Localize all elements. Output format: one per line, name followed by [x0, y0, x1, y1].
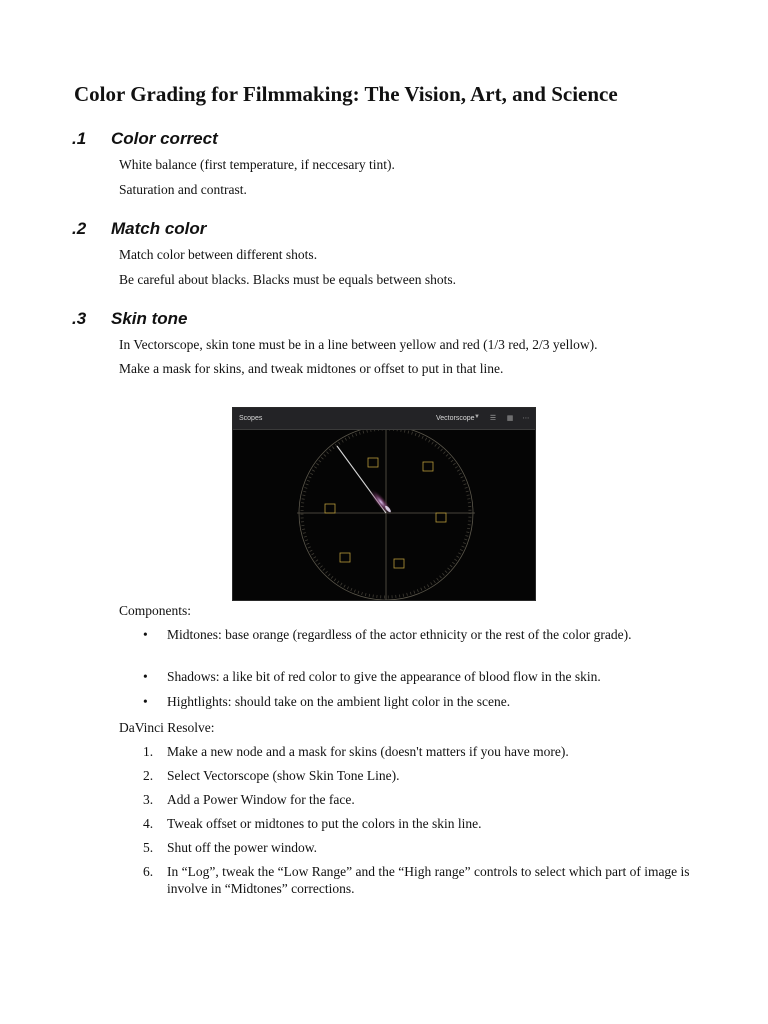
list-item [143, 839, 703, 856]
components-label: Components: [119, 603, 192, 618]
step-number: 4. [143, 816, 154, 831]
section-title: Skin tone [111, 309, 188, 328]
section-number: .2 [72, 219, 87, 238]
list-item [143, 791, 703, 808]
chevron-down-icon: ▼ [474, 414, 480, 420]
target-box-b [436, 513, 446, 522]
paragraph: Match color between different shots. [119, 247, 318, 262]
list-item [143, 626, 703, 643]
paragraph: Saturation and contrast. [119, 182, 247, 197]
step-text: Select Vectorscope (show Skin Tone Line). [167, 768, 400, 783]
paragraph: Make a mask for skins, and tweak midtones or offset to put in that line. [119, 361, 504, 376]
step-number: 1. [143, 744, 154, 759]
section-title: Color correct [111, 129, 218, 148]
section-number: .3 [72, 309, 87, 328]
list-item [143, 743, 703, 760]
list-item-text: Shadows: a like bit of red color to give the appearance of blood flow in the skin. [167, 669, 601, 684]
section-number: .1 [72, 129, 87, 148]
step-text: Add a Power Window for the face. [167, 792, 355, 807]
step-number: 5. [143, 840, 154, 855]
target-box-r [368, 458, 378, 467]
target-box-g [340, 553, 350, 562]
paragraph: White balance (first temperature, if neccesary tint). [119, 157, 395, 172]
paragraph: Be careful about blacks. Blacks must be equals between shots. [119, 272, 457, 287]
step-text: Make a new node and a mask for skins (doesn't matters if you have more). [167, 744, 569, 759]
bullet: • [143, 669, 148, 684]
target-box-cy [394, 559, 404, 568]
list-item [143, 767, 703, 784]
step-text: Shut off the power window. [167, 840, 317, 855]
section-heading-match-color [72, 219, 206, 239]
scope-panel-header [233, 408, 535, 430]
step-number: 2. [143, 768, 154, 783]
list-item-text: Midtones: base orange (regardless of the actor ethnicity or the rest of the color grade). [167, 627, 632, 642]
paragraph: In Vectorscope, skin tone must be in a line between yellow and red (1/3 red, 2/3 yellow). [119, 337, 598, 352]
vectorscope-screenshot [232, 407, 536, 601]
target-box-mg [423, 462, 433, 471]
list-item-text: Hightlights: should take on the ambient light color in the scene. [167, 694, 511, 709]
step-number: 6. [143, 864, 154, 879]
target-box-yl [325, 504, 335, 513]
bullet: • [143, 627, 148, 642]
list-item [143, 863, 703, 897]
more-icon: ⋯ [522, 415, 530, 422]
settings-icon: ☰ [489, 415, 497, 422]
step-number: 3. [143, 792, 154, 807]
vectorscope-graticule [233, 430, 535, 600]
expand-icon: ▦ [506, 415, 514, 422]
bullet: • [143, 694, 148, 709]
section-heading-skin-tone [72, 309, 188, 329]
step-text: Tweak offset or midtones to put the colors in the skin line. [167, 816, 482, 831]
list-item [143, 693, 703, 710]
document-title: Color Grading for Filmmaking: The Vision, Art, and Science [74, 82, 618, 106]
scope-panel-title: Scopes [239, 415, 263, 422]
step-text: In “Log”, tweak the “Low Range” and the “High range” controls to select which part of image is involve in “Midtones” corrections. [167, 864, 690, 896]
section-heading-color-correct [72, 129, 218, 149]
section-title: Match color [111, 219, 207, 238]
list-item [143, 815, 703, 832]
scope-mode-select: Vectorscope [436, 415, 475, 422]
list-item [143, 668, 703, 685]
davinci-label: DaVinci Resolve: [119, 720, 215, 735]
